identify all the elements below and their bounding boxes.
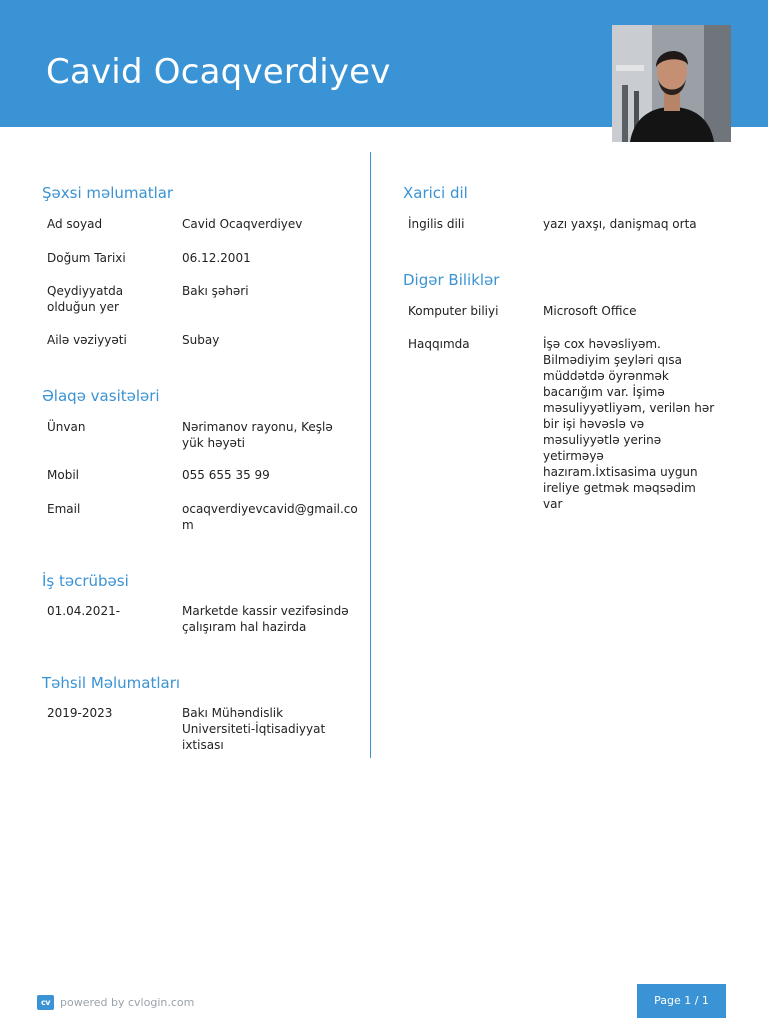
personal-label-marital: Ailə vəziyyəti — [47, 333, 127, 347]
section-title-skills: Digər Biliklər — [403, 271, 500, 289]
language-value-english: yazı yaxşı, danişmaq orta — [543, 217, 697, 231]
section-title-contact: Əlaqə vasitələri — [42, 387, 160, 405]
personal-value-name: Cavid Ocaqverdiyev — [182, 217, 303, 231]
education-label-years: 2019-2023 — [47, 706, 113, 720]
column-divider — [370, 152, 371, 758]
work-value-position: Marketde kassir vezifəsində çalışıram hal hazirda — [182, 604, 349, 634]
personal-value-registration: Bakı şəhəri — [182, 284, 249, 298]
cvlogin-logo-icon: cv — [37, 995, 54, 1010]
section-title-work: İş təcrübəsi — [42, 572, 129, 590]
personal-value-birthdate: 06.12.2001 — [182, 251, 251, 265]
contact-value-email: ocaqverdiyevcavid@gmail.com — [182, 502, 358, 532]
personal-value-marital: Subay — [182, 333, 220, 347]
personal-label-name: Ad soyad — [47, 217, 103, 231]
contact-label-email: Email — [47, 502, 81, 516]
skills-label-computer: Komputer biliyi — [408, 304, 499, 318]
education-value-institution: Bakı Mühəndislik Universiteti-İqtisadiyyat ixtisası — [182, 706, 326, 752]
language-label-english: İngilis dili — [408, 217, 465, 231]
skills-label-about: Haqqımda — [408, 337, 470, 351]
section-title-education: Təhsil Məlumatları — [42, 674, 181, 692]
contact-label-mobile: Mobil — [47, 468, 79, 482]
personal-label-registration: Qeydiyyatda olduğun yer — [47, 284, 124, 314]
powered-by-link[interactable]: powered by cvlogin.com — [60, 996, 195, 1009]
skills-value-about: İşə cox həvəsliyəm. Bilmədiyim şeyləri qısa müddətdə öyrənmək bacarığım var. İşimə məsuliyyətliyəm, verilən hər bir işi həvəslə və məsuliyyətlə yerinə yetirməyə hazıram.İxtisasima uygun ireliye getmək məqsədim var — [543, 337, 715, 511]
page-indicator: Page 1 / 1 — [637, 984, 726, 1018]
contact-value-mobile: 055 655 35 99 — [182, 468, 270, 482]
header-banner — [0, 0, 768, 127]
section-title-personal: Şəxsi məlumatlar — [42, 184, 174, 202]
profile-photo — [612, 25, 731, 142]
skills-value-computer: Microsoft Office — [543, 304, 637, 318]
contact-value-address: Nərimanov rayonu, Keşlə yük həyəti — [182, 420, 333, 450]
contact-label-address: Ünvan — [47, 420, 86, 434]
work-label-date: 01.04.2021- — [47, 604, 121, 618]
personal-label-birthdate: Doğum Tarixi — [47, 251, 126, 265]
section-title-languages: Xarici dil — [403, 184, 468, 202]
candidate-name: Cavid Ocaqverdiyev — [46, 52, 391, 92]
